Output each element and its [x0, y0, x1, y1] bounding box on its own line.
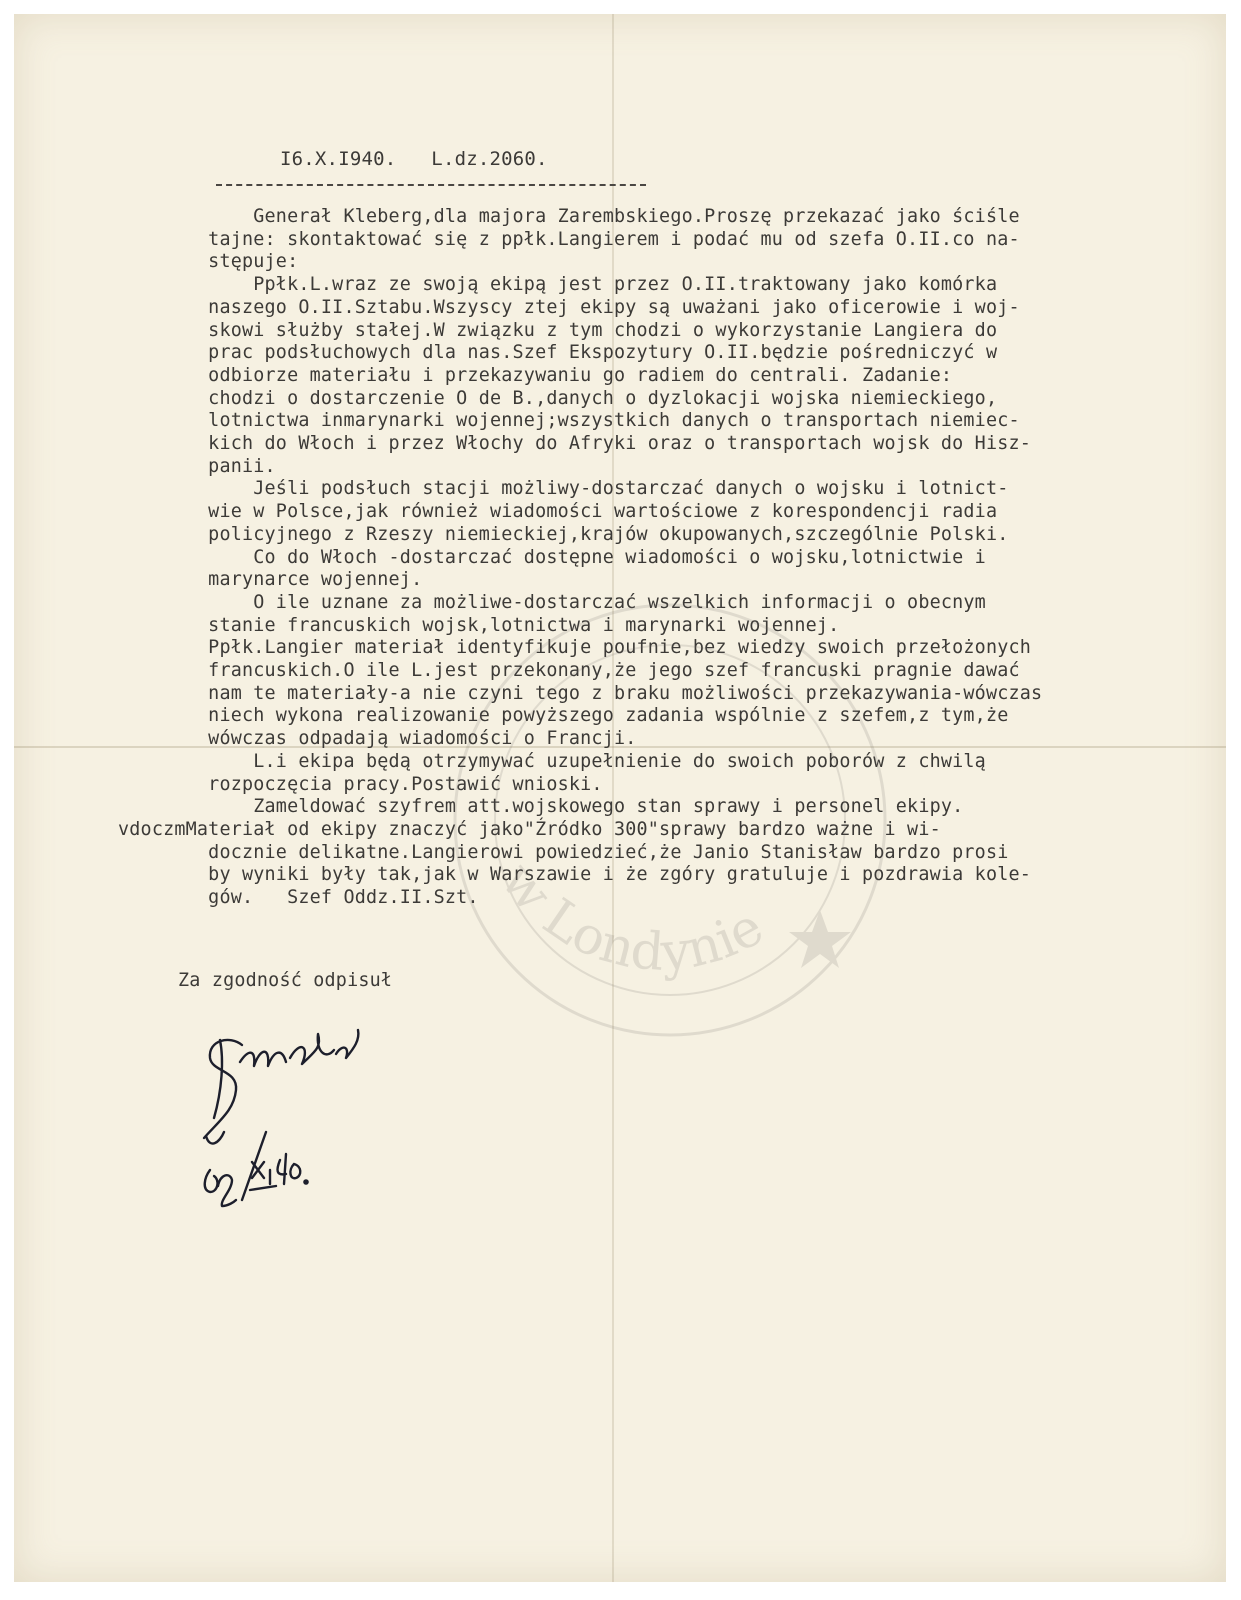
- body-line: prac podsłuchowych dla nas.Szef Ekspozytury O.II.będzie pośredniczyć w: [118, 342, 998, 364]
- certification-line: Za zgodność odpisuł: [178, 970, 393, 991]
- letter-body: [118, 206, 1042, 910]
- body-line: policyjnego z Rzeszy niemieckiej,krajów okupowanych,szczególnie Polski.: [118, 523, 1009, 545]
- body-line: gów. Szef Oddz.II.Szt.: [118, 887, 479, 909]
- body-line: tajne: skontaktować się z ppłk.Langierem i podać mu od szefa O.II.co na-: [118, 228, 1020, 250]
- body-line: stanie francuskich wojsk,lotnictwa i marynarki wojennej.: [118, 614, 840, 636]
- body-line: kich do Włoch i przez Włochy do Afryki oraz o transportach wojsk do Hisz-: [118, 433, 1032, 455]
- body-line: naszego O.II.Sztabu.Wszyscy ztej ekipy są uważani jako oficerowie i woj-: [118, 296, 1020, 318]
- body-line: by wyniki były tak,jak w Warszawie i że zgóry gratuluje i pozdrawia kole-: [118, 864, 1032, 886]
- body-line: Ppłk.Langier materiał identyfikuje poufnie,bez wiedzy swoich przełożonych: [118, 637, 1032, 659]
- body-line: francuskich.O ile L.jest przekonany,że jego szef francuski pragnie dawać: [118, 660, 1020, 682]
- body-line: Ppłk.L.wraz ze swoją ekipą jest przez O.II.traktowany jako komórka: [118, 274, 998, 296]
- body-line: vdoczmMateriał od ekipy znaczyć jako"Źródko 300"sprawy bardzo ważne i wi-: [118, 818, 941, 840]
- body-line: Generał Kleberg,dla majora Zarembskiego.Proszę przekazać jako ściśle: [118, 206, 1020, 227]
- body-line: Co do Włoch -dostarczać dostępne wiadomości o wojsku,lotnictwie i: [118, 546, 986, 568]
- body-line: lotnictwa inmarynarki wojennej;wszystkich danych o transportach niemiec-: [118, 410, 1020, 432]
- body-line: wówczas odpadają wiadomości o Francji.: [118, 728, 637, 750]
- body-line: odbiorze materiału i przekazywaniu go radiem do centrali. Zadanie:: [118, 364, 953, 386]
- body-line: docznie delikatne.Langierowi powiedzieć,że Janio Stanisław bardzo prosi: [118, 841, 1009, 863]
- body-line: O ile uznane za możliwe-dostarczać wszelkich informacji o obecnym: [118, 591, 986, 613]
- body-line: stępuje:: [118, 251, 299, 273]
- body-line: chodzi o dostarczenie O de B.,danych o dyzlokacji wojska niemieckiego,: [118, 387, 998, 409]
- body-line: wie w Polsce,jak również wiadomości wartościowe z korespondencji radia: [118, 501, 998, 523]
- body-line: Zameldować szyfrem att.wojskowego stan sprawy i personel ekipy.: [118, 796, 964, 818]
- body-line: rozpoczęcia pracy.Postawić wnioski.: [118, 773, 603, 795]
- body-line: skowi służby stałej.W związku z tym chodzi o wykorzystanie Langiera do: [118, 319, 998, 341]
- body-line: nam te materiały-a nie czyni tego z braku możliwości przekazywania-wówczas: [118, 682, 1043, 704]
- date-and-reference: I6.X.I940. L.dz.2060.: [280, 148, 548, 170]
- body-line: panii.: [118, 455, 276, 477]
- body-line: marynarce wojennej.: [118, 569, 423, 591]
- body-line: Jeśli podsłuch stacji możliwy-dostarczać danych o wojsku i lotnict-: [118, 478, 1009, 500]
- body-line: L.i ekipa będą otrzymywać uzupełnienie do swoich poborów z chwilą: [118, 750, 986, 772]
- header-underline: [216, 184, 646, 186]
- body-line: niech wykona realizowanie powyższego zadania wspólnie z szefem,z tym,że: [118, 705, 1009, 727]
